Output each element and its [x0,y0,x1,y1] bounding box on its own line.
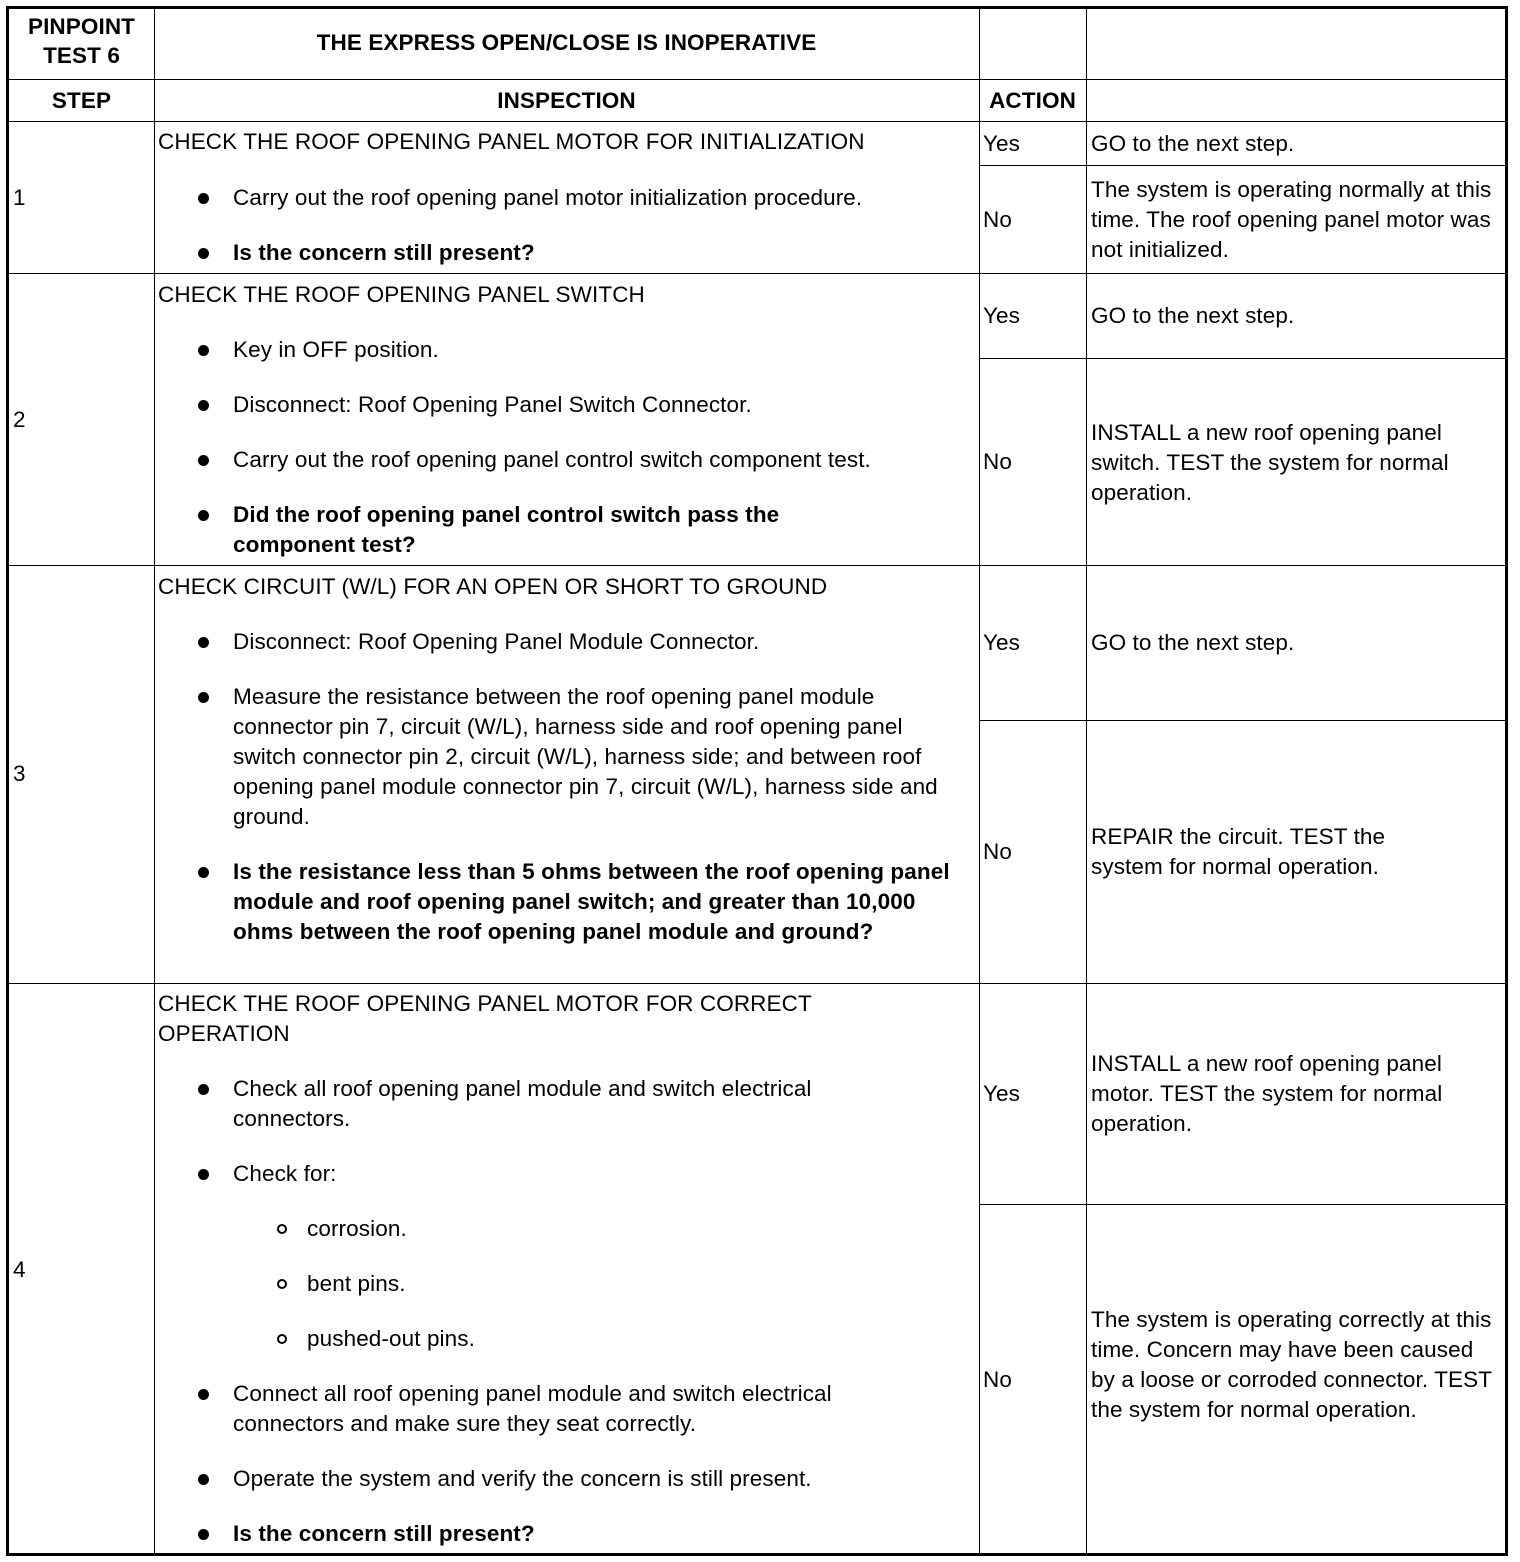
divider [9,121,1505,122]
inspection-sub-bullet: corrosion. [307,1216,407,1241]
column-header-action: ACTION [989,88,1076,113]
inspection-bullet: Connect all roof opening panel module and switch electrical connectors and make sure they seat correctly. [233,1381,832,1436]
bullet-icon [198,1084,209,1095]
inspection-question: Is the resistance less than 5 ohms between the roof opening panel module and roof opening panel switch; and greater than 10,000 ohms between the roof opening panel module and ground? [233,859,950,944]
sub-bullet-icon [277,1279,287,1289]
bullet-icon [198,867,209,878]
column-header-step: STEP [51,88,112,113]
yes-label: Yes [983,630,1021,655]
column-header-inspection: INSPECTION [497,88,636,113]
no-label: No [983,839,1012,864]
inspection-question: Is the concern still present? [233,240,535,265]
yes-result: INSTALL a new roof opening panel motor. TEST the system for normal operation. [1091,1051,1443,1136]
bullet-icon [198,345,209,356]
no-label: No [983,449,1012,474]
inspection-sub-bullet: pushed-out pins. [307,1326,475,1351]
divider [979,720,1505,721]
divider [979,1204,1505,1205]
inspection-bullet: Operate the system and verify the concern is still present. [233,1466,812,1491]
step-heading: CHECK THE ROOF OPENING PANEL MOTOR FOR CORRECT OPERATION [158,991,812,1046]
step-number: 2 [13,407,26,432]
no-label: No [983,207,1012,232]
page-title: THE EXPRESS OPEN/CLOSE IS INOPERATIVE [316,30,817,55]
bullet-icon [198,455,209,466]
bullet-icon [198,1529,209,1540]
yes-label: Yes [983,303,1021,328]
step-heading: CHECK CIRCUIT (W/L) FOR AN OPEN OR SHORT TO GROUND [158,574,828,599]
bullet-icon [198,1389,209,1400]
bullet-icon [198,1474,209,1485]
yes-label: Yes [983,1081,1021,1106]
divider [9,565,1505,566]
divider [1086,9,1087,1553]
inspection-sub-bullet: bent pins. [307,1271,406,1296]
yes-label: Yes [983,131,1021,156]
divider [9,983,1505,984]
inspection-question: Is the concern still present? [233,1521,535,1546]
divider [979,165,1505,166]
bullet-icon [198,1169,209,1180]
inspection-bullet: Carry out the roof opening panel motor initialization procedure. [233,185,863,210]
step-number: 1 [13,185,26,210]
inspection-bullet: Disconnect: Roof Opening Panel Switch Connector. [233,392,752,417]
step-number: 4 [13,1257,26,1282]
step-heading: CHECK THE ROOF OPENING PANEL MOTOR FOR INITIALIZATION [158,129,865,154]
inspection-bullet: Check for: [233,1161,337,1186]
yes-result: GO to the next step. [1091,303,1295,328]
divider [154,9,155,1553]
divider [979,358,1505,359]
inspection-bullet: Carry out the roof opening panel control switch component test. [233,447,871,472]
inspection-bullet: Disconnect: Roof Opening Panel Module Connector. [233,629,760,654]
divider [979,9,980,1553]
no-result: REPAIR the circuit. TEST the system for normal operation. [1091,824,1386,879]
bullet-icon [198,637,209,648]
yes-result: GO to the next step. [1091,131,1295,156]
no-result: The system is operating normally at this time. The roof opening panel motor was not initialized. [1091,177,1492,262]
inspection-bullet: Measure the resistance between the roof opening panel module connector pin 7, circuit (W/L), harness side and roof opening panel switch connector pin 2, circuit (W/L), harness side; and between roof opening panel module connector pin 7, circuit (W/L), harness side and ground. [233,684,938,829]
step-number: 3 [13,761,26,786]
sub-bullet-icon [277,1334,287,1344]
yes-result: GO to the next step. [1091,630,1295,655]
bullet-icon [198,510,209,521]
divider [9,273,1505,274]
inspection-bullet: Key in OFF position. [233,337,439,362]
no-label: No [983,1367,1012,1392]
pinpoint-label: PINPOINT TEST 6 [27,14,136,68]
inspection-question: Did the roof opening panel control switch pass the component test? [233,502,780,557]
sub-bullet-icon [277,1224,287,1234]
step-heading: CHECK THE ROOF OPENING PANEL SWITCH [158,282,645,307]
bullet-icon [198,193,209,204]
bullet-icon [198,692,209,703]
no-result: The system is operating correctly at this time. Concern may have been caused by a loose or corroded connector. TEST the system for normal operation. [1091,1307,1492,1422]
bullet-icon [198,248,209,259]
inspection-bullet: Check all roof opening panel module and switch electrical connectors. [233,1076,812,1131]
divider [9,79,1505,80]
bullet-icon [198,400,209,411]
no-result: INSTALL a new roof opening panel switch. TEST the system for normal operation. [1091,420,1449,505]
